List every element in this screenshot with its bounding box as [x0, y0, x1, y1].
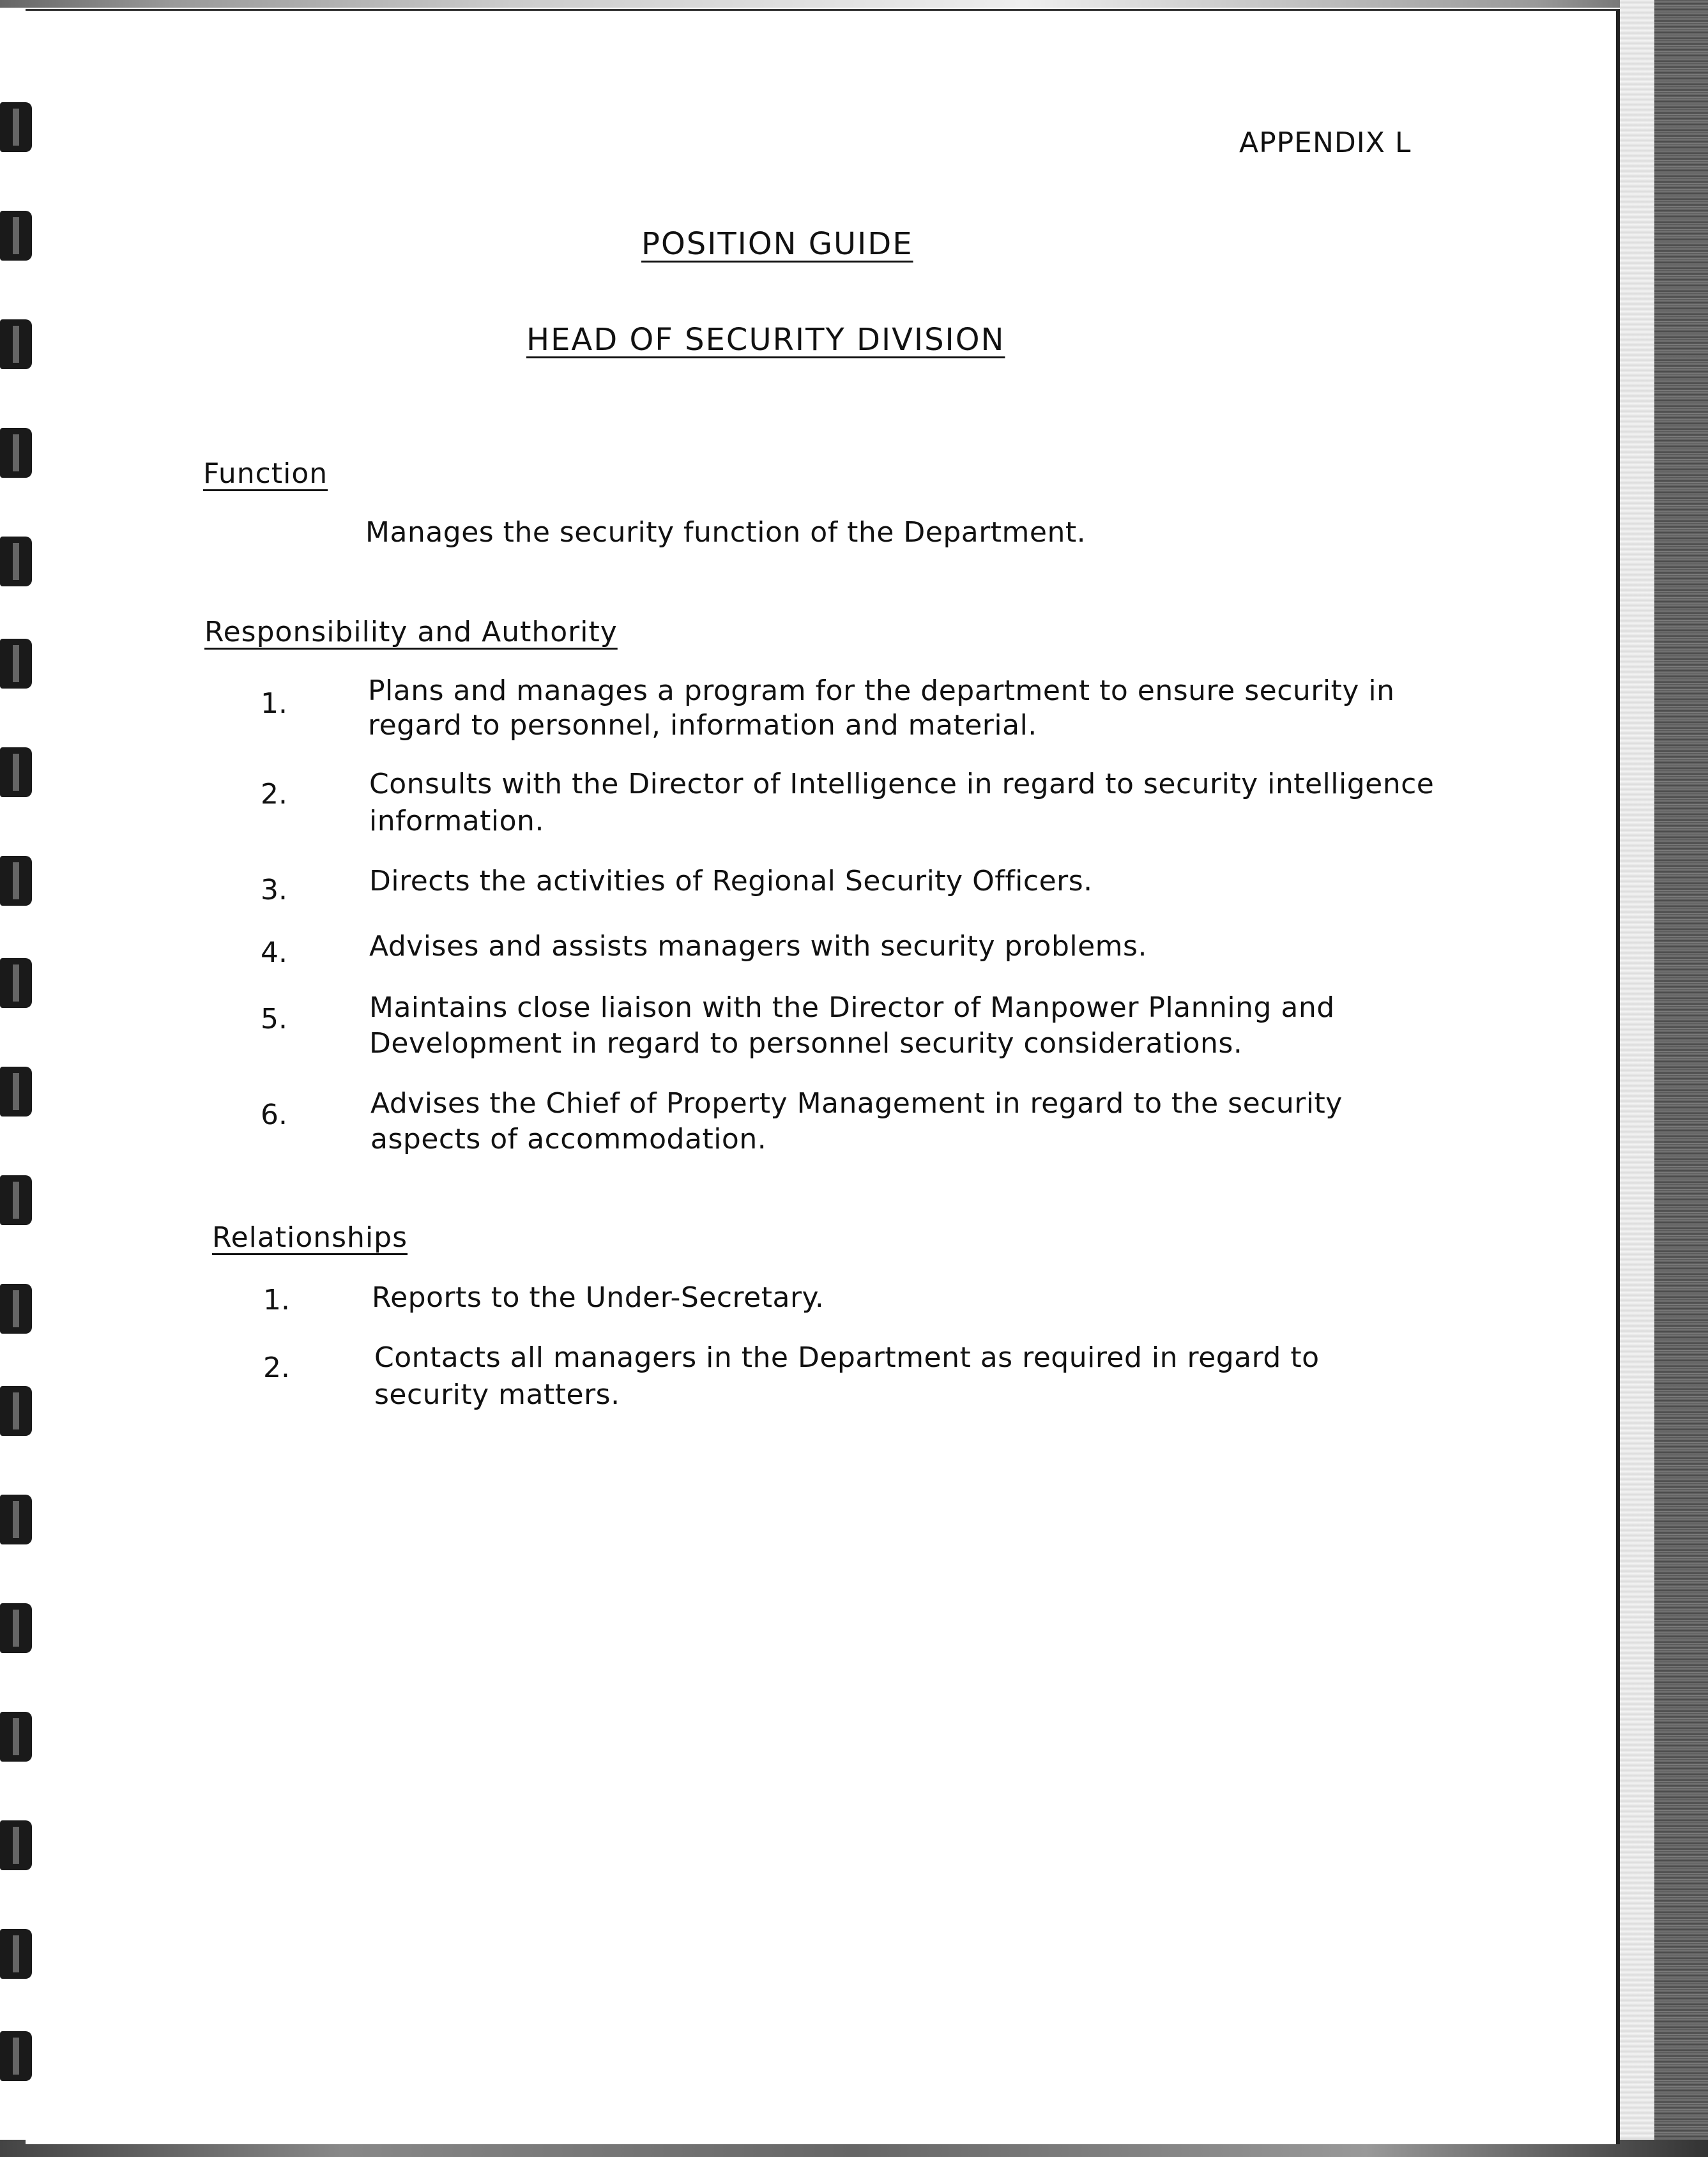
- item-text-line: Maintains close liaison with the Director of Manpower Planning and: [369, 991, 1335, 1024]
- item-number: 2.: [263, 1352, 290, 1384]
- binding-ring: [0, 2031, 32, 2081]
- responsibility-heading: Responsibility and Authority: [204, 616, 618, 648]
- item-number: 6.: [261, 1099, 287, 1131]
- binding-ring: [0, 639, 32, 689]
- binding-ring: [0, 1175, 32, 1225]
- item-text-line: Reports to the Under-Secretary.: [372, 1281, 825, 1314]
- binding-ring: [0, 537, 32, 586]
- binding-ring: [0, 1495, 32, 1544]
- binding-ring: [0, 1284, 32, 1334]
- right-page-margin: [1620, 0, 1654, 2157]
- top-edge: [0, 0, 1708, 8]
- item-text-line: regard to personnel, information and material.: [368, 709, 1037, 742]
- item-number: 3.: [261, 874, 287, 906]
- item-text-line: Development in regard to personnel security considerations.: [369, 1027, 1243, 1060]
- binding-ring: [0, 747, 32, 797]
- item-text-line: Consults with the Director of Intelligence in regard to security intelligence: [369, 768, 1435, 800]
- binding-ring: [0, 102, 32, 152]
- binding-ring: [0, 1603, 32, 1653]
- binding-ring: [0, 1067, 32, 1117]
- binding-ring: [0, 1820, 32, 1870]
- item-text-line: information.: [369, 805, 544, 837]
- relationships-heading: Relationships: [212, 1221, 408, 1254]
- item-text-line: Advises and assists managers with security problems.: [369, 930, 1147, 963]
- document-subtitle: HEAD OF SECURITY DIVISION: [526, 322, 1005, 358]
- right-binding-edge: [1654, 0, 1708, 2157]
- binding-ring: [0, 856, 32, 906]
- function-heading: Function: [203, 457, 328, 490]
- item-number: 5.: [261, 1003, 287, 1035]
- binding-ring: [0, 958, 32, 1008]
- item-text-line: aspects of accommodation.: [370, 1123, 767, 1155]
- item-text-line: Plans and manages a program for the department to ensure security in: [368, 675, 1395, 707]
- binding-ring: [0, 1386, 32, 1436]
- function-text: Manages the security function of the Department.: [365, 516, 1087, 549]
- binding-ring: [0, 1712, 32, 1762]
- item-number: 4.: [261, 936, 287, 969]
- binding-ring: [0, 319, 32, 369]
- item-text-line: Advises the Chief of Property Management in regard to the security: [370, 1087, 1343, 1120]
- item-text-line: security matters.: [374, 1378, 620, 1411]
- appendix-label: APPENDIX L: [1239, 126, 1412, 159]
- item-number: 2.: [261, 778, 287, 811]
- binding-ring: [0, 1929, 32, 1979]
- document-title: POSITION GUIDE: [641, 226, 913, 262]
- binding-ring: [0, 211, 32, 261]
- item-text-line: Directs the activities of Regional Security Officers.: [369, 865, 1093, 897]
- item-text-line: Contacts all managers in the Department as required in regard to: [374, 1341, 1320, 1374]
- item-number: 1.: [263, 1284, 290, 1316]
- binding-ring: [0, 428, 32, 478]
- item-number: 1.: [261, 687, 287, 720]
